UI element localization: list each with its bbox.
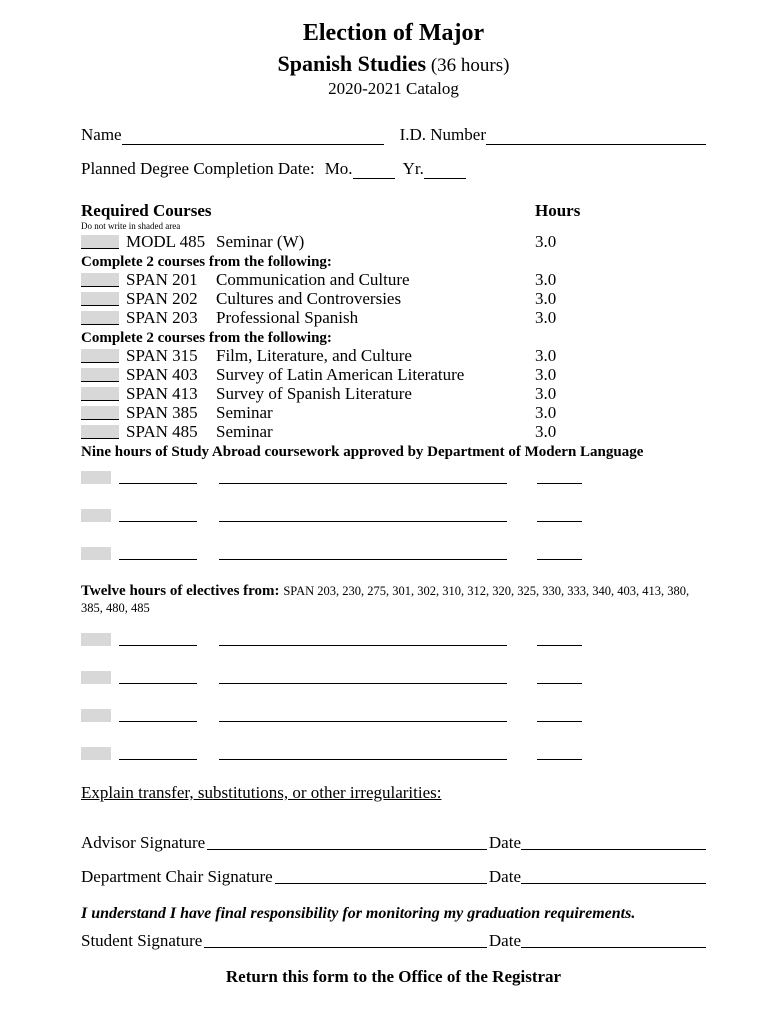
course-hours-blank[interactable] — [537, 507, 582, 522]
course-hours-blank[interactable] — [537, 631, 582, 646]
course-hours: 3.0 — [535, 384, 557, 403]
course-title-blank[interactable] — [219, 707, 507, 722]
course-code-blank[interactable] — [119, 745, 197, 760]
shaded-area-note: Do not write in shaded area — [81, 221, 181, 231]
student-signature-row — [81, 931, 706, 951]
course-title: Survey of Spanish Literature — [216, 384, 412, 403]
course-title: Seminar — [216, 422, 273, 441]
hours-heading: Hours — [535, 201, 581, 220]
explain-irregularities-label: Explain transfer, substitutions, or other irregularities: — [81, 783, 442, 802]
date-label: Date — [488, 931, 521, 950]
shaded-grade-box — [81, 311, 119, 325]
completion-date-row — [81, 159, 706, 179]
course-code: SPAN 203 — [126, 308, 198, 327]
year-label: Yr. — [402, 159, 424, 178]
course-title-blank[interactable] — [219, 631, 507, 646]
course-hours: 3.0 — [535, 346, 557, 365]
course-title: Professional Spanish — [216, 308, 359, 327]
course-row — [81, 233, 706, 252]
shaded-grade-box — [81, 425, 119, 439]
responsibility-statement: I understand I have final responsibility for monitoring my graduation requirements. — [81, 905, 636, 922]
course-title: Seminar — [216, 403, 273, 422]
course-code-blank[interactable] — [119, 545, 197, 560]
course-row — [81, 309, 706, 328]
course-code: SPAN 202 — [126, 289, 198, 308]
course-title: Communication and Culture — [216, 270, 410, 289]
course-hours: 3.0 — [535, 365, 557, 384]
chair-signature-label: Department Chair Signature — [81, 867, 273, 886]
shaded-grade-box — [81, 368, 119, 382]
shaded-grade-box — [81, 471, 111, 484]
course-title-blank[interactable] — [219, 745, 507, 760]
course-row — [81, 385, 706, 404]
course-hours-blank[interactable] — [537, 707, 582, 722]
student-signature-label: Student Signature — [81, 931, 203, 950]
course-title: Cultures and Controversies — [216, 289, 402, 308]
course-hours: 3.0 — [535, 422, 557, 441]
return-instruction: Return this form to the Office of the Registrar — [225, 967, 562, 986]
shaded-grade-box — [81, 387, 119, 401]
month-label: Mo. — [324, 159, 353, 178]
course-code-blank[interactable] — [119, 669, 197, 684]
writein-course-row — [81, 469, 706, 484]
course-hours: 3.0 — [535, 289, 557, 308]
name-label: Name — [81, 125, 122, 144]
chair-signature-row — [81, 867, 706, 887]
name-field[interactable] — [122, 129, 384, 145]
form-title: Election of Major — [302, 20, 485, 46]
shaded-grade-box — [81, 406, 119, 420]
writein-course-row — [81, 707, 706, 722]
shaded-grade-box — [81, 547, 111, 560]
course-title-blank[interactable] — [219, 507, 507, 522]
writein-course-row — [81, 745, 706, 760]
course-hours: 3.0 — [535, 270, 557, 289]
advisor-signature-row — [81, 833, 706, 853]
course-row — [81, 404, 706, 423]
shaded-grade-box — [81, 292, 119, 306]
month-field[interactable] — [353, 163, 395, 179]
catalog-year: 2020-2021 Catalog — [328, 79, 459, 98]
completion-date-label: Planned Degree Completion Date: — [81, 159, 315, 178]
id-number-label: I.D. Number — [399, 125, 486, 144]
course-hours: 3.0 — [535, 232, 557, 251]
course-code: SPAN 201 — [126, 270, 198, 289]
course-code: SPAN 315 — [126, 346, 198, 365]
program-subtitle — [81, 51, 706, 77]
date-label: Date — [488, 867, 521, 886]
course-code-blank[interactable] — [119, 631, 197, 646]
shaded-grade-box — [81, 633, 111, 646]
group-label-2: Complete 2 courses from the following: — [81, 330, 332, 346]
electives-heading-bold: Twelve hours of electives from: — [81, 583, 284, 599]
year-field[interactable] — [424, 163, 466, 179]
program-hours-note: (36 hours) — [426, 55, 510, 76]
course-hours: 3.0 — [535, 403, 557, 422]
course-code-blank[interactable] — [119, 469, 197, 484]
shaded-grade-box — [81, 509, 111, 522]
course-code: SPAN 413 — [126, 384, 198, 403]
advisor-date-field[interactable] — [521, 835, 706, 850]
chair-date-field[interactable] — [521, 869, 706, 884]
course-code: SPAN 385 — [126, 403, 198, 422]
course-title: Survey of Latin American Literature — [216, 365, 465, 384]
chair-signature-field[interactable] — [275, 869, 487, 884]
explain-irregularities-row — [81, 783, 706, 803]
course-code: SPAN 403 — [126, 365, 198, 384]
program-name: Spanish Studies — [277, 51, 427, 76]
course-hours-blank[interactable] — [537, 669, 582, 684]
course-code: SPAN 485 — [126, 422, 198, 441]
shaded-grade-box — [81, 747, 111, 760]
date-label: Date — [488, 833, 521, 852]
course-row — [81, 347, 706, 366]
shaded-grade-box — [81, 273, 119, 287]
course-title: Seminar (W) — [216, 232, 305, 251]
course-title: Film, Literature, and Culture — [216, 346, 412, 365]
electives-course-list: SPAN 203, 230, 275, 301, 302, 310, 312, 320, 325, 330, 333, 340, 403, 413, 380, 385, 480, 485 — [81, 584, 690, 615]
name-id-row — [81, 125, 706, 145]
course-code-blank[interactable] — [119, 507, 197, 522]
writein-course-row — [81, 669, 706, 684]
course-hours-blank[interactable] — [537, 545, 582, 560]
advisor-signature-label: Advisor Signature — [81, 833, 206, 852]
required-courses-heading: Required Courses — [81, 201, 212, 220]
course-code: MODL 485 — [126, 232, 206, 251]
course-hours-blank[interactable] — [537, 469, 582, 484]
shaded-grade-box — [81, 235, 119, 249]
shaded-grade-box — [81, 709, 111, 722]
study-abroad-heading: Nine hours of Study Abroad coursework approved by Department of Modern Language — [81, 444, 644, 460]
course-title-blank[interactable] — [219, 669, 507, 684]
student-date-field[interactable] — [521, 933, 706, 948]
writein-course-row — [81, 631, 706, 646]
writein-course-row — [81, 507, 706, 522]
course-hours-blank[interactable] — [537, 745, 582, 760]
id-number-field[interactable] — [486, 129, 706, 145]
shaded-grade-box — [81, 349, 119, 363]
group-label-1: Complete 2 courses from the following: — [81, 254, 332, 270]
course-code-blank[interactable] — [119, 707, 197, 722]
required-courses-header-row — [81, 201, 706, 221]
shaded-grade-box — [81, 671, 111, 684]
electives-heading — [81, 583, 706, 617]
course-row — [81, 366, 706, 385]
course-row — [81, 290, 706, 309]
course-title-blank[interactable] — [219, 469, 507, 484]
course-hours: 3.0 — [535, 308, 557, 327]
form-header — [81, 20, 706, 99]
course-title-blank[interactable] — [219, 545, 507, 560]
course-row — [81, 271, 706, 290]
advisor-signature-field[interactable] — [207, 835, 487, 850]
course-row — [81, 423, 706, 442]
student-signature-field[interactable] — [204, 933, 487, 948]
writein-course-row — [81, 545, 706, 560]
